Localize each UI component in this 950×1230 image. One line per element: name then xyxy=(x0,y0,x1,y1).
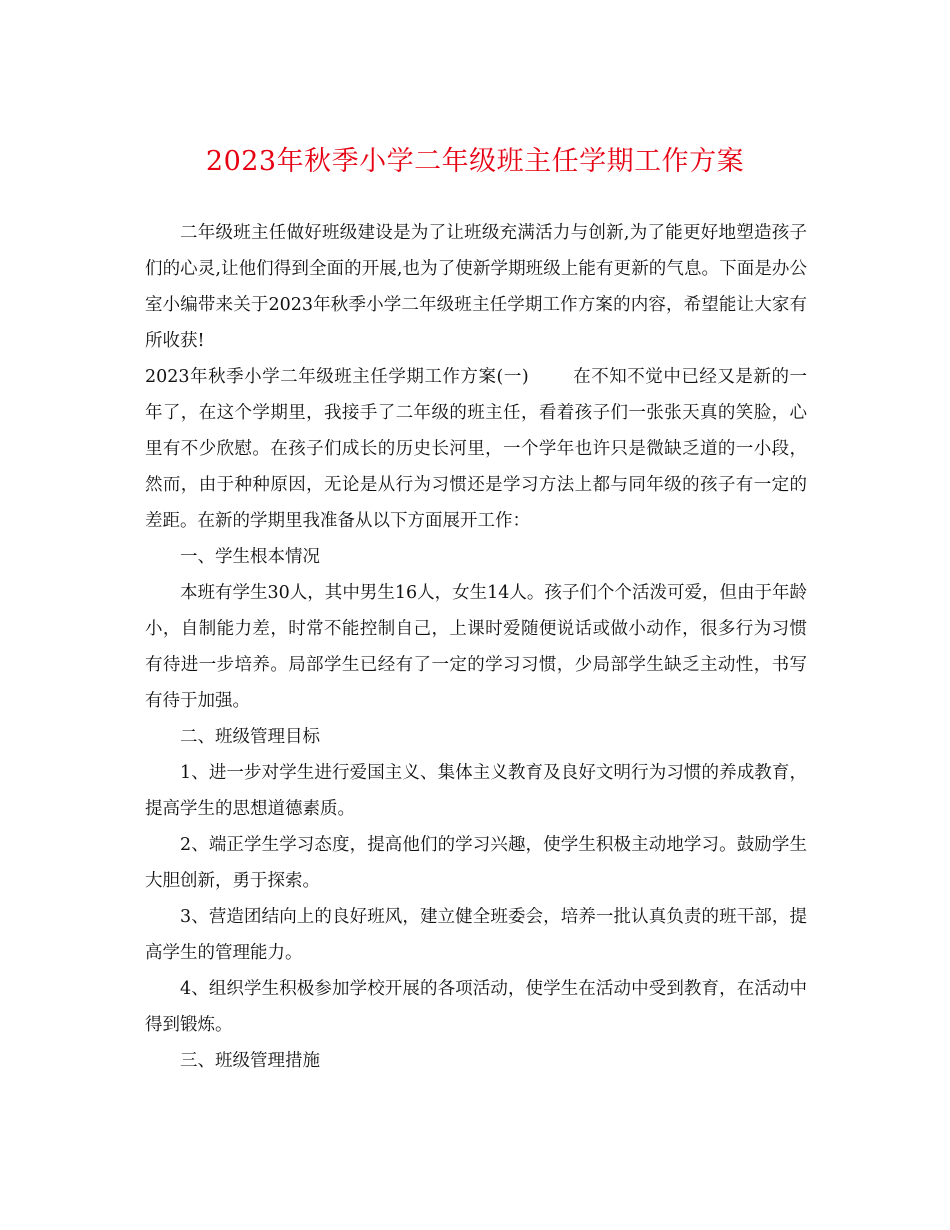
document-title: 2023年秋季小学二年级班主任学期工作方案 xyxy=(205,146,745,177)
goal-item: 3、营造团结向上的良好班风，建立健全班委会，培养一批认真负责的班干部，提高学生的管理能力。 xyxy=(145,907,807,963)
plan-opening: 在不知不觉中已经又是新的一年了，在这个学期里，我接手了二年级的班主任，看着孩子们一张张天真的笑脸，心里有不少欣慰。在孩子们成长的历史长河里，一个学年也许只是微缺乏道的一小段，然而，由于种种原因，无论是从行为习惯还是学习方法上都与同年级的孩子有一定的差距。在新的学期里我准备从以下方面展开工作： xyxy=(145,367,808,531)
section2-heading: 二、班级管理目标 xyxy=(180,727,320,747)
goal-item: 2、端正学生学习态度，提高他们的学习兴趣，使学生积极主动地学习。鼓励学生大胆创新，勇于探索。 xyxy=(145,835,807,891)
plan-heading: 2023年秋季小学二年级班主任学期工作方案(一) xyxy=(145,367,529,387)
goal-item: 4、组织学生积极参加学校开展的各项活动，使学生在活动中受到教育，在活动中得到锻炼。 xyxy=(145,979,807,1035)
plan-paragraph xyxy=(145,359,807,539)
section1-body: 本班有学生30人，其中男生16人，女生14人。孩子们个个活泼可爱，但由于年龄小，自制能力差，时常不能控制自己，上课时爱随便说话或做小动作，很多行为习惯有待进一步培养。局部学生已经有了一定的学习习惯，少局部学生缺乏主动性，书写有待于加强。 xyxy=(145,583,807,711)
document-body xyxy=(145,215,807,1079)
section1-heading: 一、学生根本情况 xyxy=(180,547,320,567)
section3-heading: 三、班级管理措施 xyxy=(180,1051,320,1071)
intro-paragraph: 二年级班主任做好班级建设是为了让班级充满活力与创新,为了能更好地塑造孩子们的心灵,让他们得到全面的开展,也为了使新学期班级上能有更新的气息。下面是办公室小编带来关于2023年秋季小学二年级班主任学期工作方案的内容，希望能让大家有所收获! xyxy=(145,223,807,351)
goal-item: 1、进一步对学生进行爱国主义、集体主义教育及良好文明行为习惯的养成教育，提高学生的思想道德素质。 xyxy=(145,763,807,819)
